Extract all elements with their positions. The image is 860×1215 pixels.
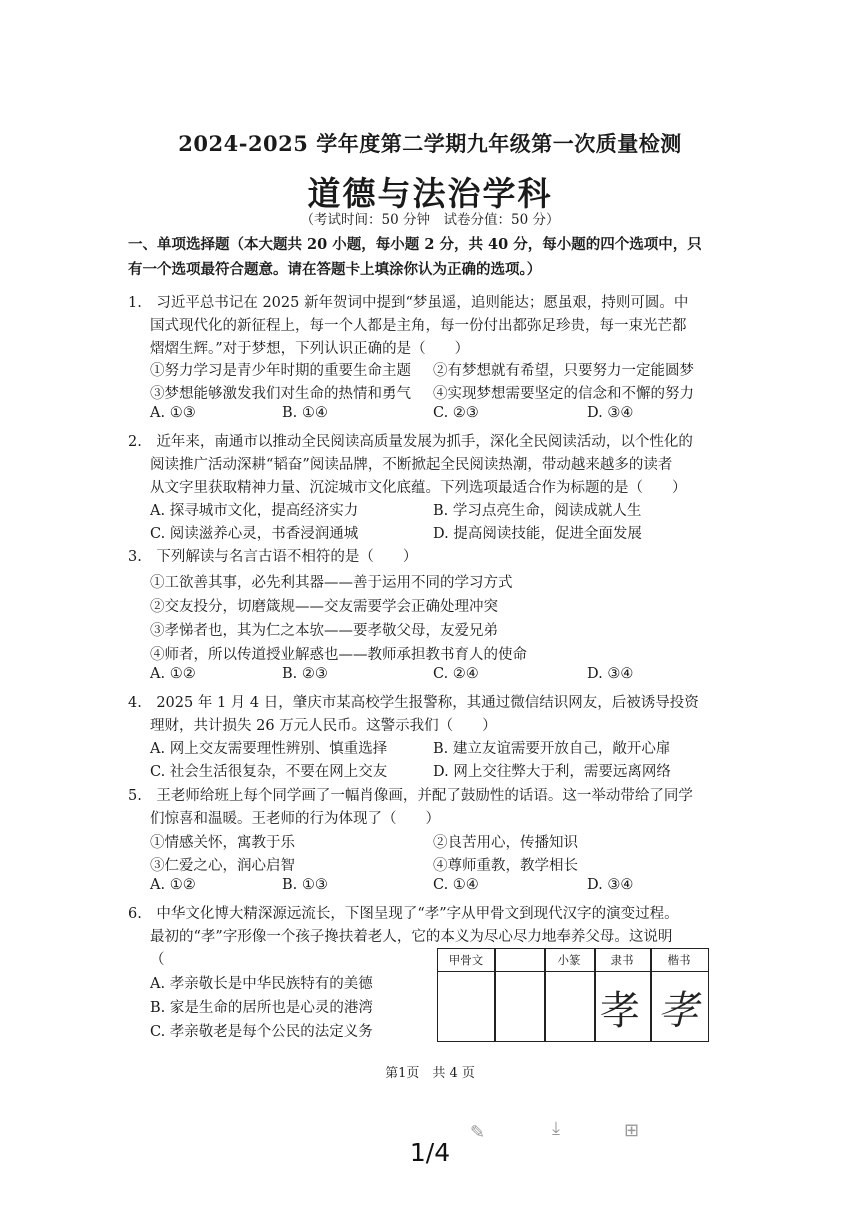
q6-line1: 6. 中华文化博大精深源远流长，下图呈现了“孝”字从甲骨文到现代汉字的演变过程。 — [128, 906, 679, 922]
table-divider — [650, 949, 652, 1041]
exam-info: （考试时间：50 分钟 试卷分值：50 分） — [300, 212, 560, 228]
q4-option-d: D. 网上交往弊大于利，需要远离网络 — [433, 764, 671, 780]
table-header-kaishu: 楷书 — [667, 953, 691, 967]
q3-option-b: B. ②③ — [282, 666, 328, 682]
q1-statement-1: ①努力学习是青少年时期的重要生命主题 — [150, 363, 411, 379]
q5-option-d: D. ③④ — [587, 877, 634, 893]
q3-option-d: D. ③④ — [587, 666, 634, 682]
q2-option-d: D. 提高阅读技能，促进全面发展 — [433, 526, 642, 542]
q3-option-a: A. ①② — [150, 666, 196, 682]
q5-line2: 们惊喜和温暖。王老师的行为体现了（ ） — [150, 811, 440, 827]
q3-statement-3: ③孝悌者也，其为仁之本欤——要孝敬父母，友爱兄弟 — [150, 623, 498, 639]
download-icon[interactable]: ⤓ — [552, 1118, 560, 1139]
q3-statement-2: ②交友投分，切磨箴规——交友需要学会正确处理冲突 — [150, 599, 498, 615]
q6-option-a: A. 孝亲敬长是中华民族特有的美德 — [150, 976, 373, 992]
grid-icon[interactable]: ⊞ — [624, 1120, 640, 1141]
q2-option-c: C. 阅读滋养心灵，书香浸润通城 — [150, 526, 359, 542]
section-heading-line2: 有一个选项最符合题意。请在答题卡上填涂你认为正确的选项。） — [128, 261, 542, 278]
q1-line3: 熠熠生辉。”对于梦想，下列认识正确的是（ ） — [150, 341, 470, 357]
q5-statement-3: ③仁爱之心，润心启智 — [150, 858, 295, 874]
q5-line1: 5. 王老师给班上每个同学画了一幅肖像画，并配了鼓励性的话语。这一举动带给了同学 — [128, 788, 693, 804]
subject-title: 道德与法治学科 — [307, 174, 553, 213]
q1-option-b: B. ①④ — [282, 405, 328, 421]
table-divider — [594, 949, 596, 1041]
q5-option-c: C. ①④ — [433, 877, 479, 893]
q1-option-a: A. ①③ — [150, 405, 196, 421]
q5-statement-4: ④尊师重教，教学相长 — [433, 858, 578, 874]
q2-option-b: B. 学习点亮生命，阅读成就人生 — [433, 503, 642, 519]
table-header-blank — [494, 949, 544, 971]
exam-title: 2024-2025 学年度第二学期九年级第一次质量检测 — [178, 131, 682, 156]
q5-statement-2: ②良苦用心，传播知识 — [433, 835, 578, 851]
table-header-xiaozhuan: 小篆 — [557, 953, 581, 967]
table-header-jiaguwen: 甲骨文 — [448, 953, 484, 967]
q6-line3: （ — [150, 952, 165, 968]
q1-option-c: C. ②③ — [433, 405, 479, 421]
q4-line1: 4. 2025 年 1 月 4 日，肇庆市某高校学生报警称，其通过微信结识网友，后被诱导投资 — [128, 695, 699, 711]
q4-option-a: A. 网上交友需要理性辨别、慎重选择 — [150, 741, 388, 757]
kaishu-glyph: 孝 — [658, 988, 698, 1034]
table-header-lishu: 隶书 — [610, 953, 634, 967]
table-divider — [544, 949, 546, 1041]
q6-option-b: B. 家是生命的居所也是心灵的港湾 — [150, 1000, 373, 1016]
section-heading-line1: 一、单项选择题（本大题共 20 小题，每小题 2 分，共 40 分，每小题的四个选项中，只 — [128, 236, 702, 253]
lishu-glyph: 孝 — [600, 988, 640, 1034]
q1-option-d: D. ③④ — [587, 405, 634, 421]
q5-statement-1: ①情感关怀，寓教于乐 — [150, 835, 295, 851]
page-footer: 第1页 共 4 页 — [385, 1066, 475, 1081]
q3-option-c: C. ②④ — [433, 666, 479, 682]
q1-statement-3: ③梦想能够激发我们对生命的热情和勇气 — [150, 386, 411, 402]
q1-statement-4: ④实现梦想需要坚定的信念和不懈的努力 — [433, 386, 694, 402]
q3-statement-1: ①工欲善其事，必先利其器——善于运用不同的学习方式 — [150, 575, 513, 591]
q2-line2: 阅读推广活动深耕“韬奋”阅读品牌，不断掀起全民阅读热潮，带动越来越多的读者 — [150, 457, 673, 473]
page-indicator: 1/4 — [409, 1138, 451, 1167]
q2-line3: 从文字里获取精神力量、沉淀城市文化底蕴。下列选项最适合作为标题的是（ ） — [150, 480, 687, 496]
table-divider — [494, 949, 496, 1041]
q3-statement-4: ④师者，所以传道授业解惑也——教师承担教书育人的使命 — [150, 647, 527, 663]
q4-option-b: B. 建立友谊需要开放自己，敞开心扉 — [433, 741, 671, 757]
edit-icon[interactable]: ✎ — [470, 1122, 486, 1143]
q4-line2: 理财，共计损失 26 万元人民币。这警示我们（ ） — [150, 718, 497, 734]
q5-option-a: A. ①② — [150, 877, 196, 893]
q1-line1: 1. 习近平总书记在 2025 新年贺词中提到“梦虽遥，追则能达；愿虽艰，持则可圆。中 — [128, 295, 689, 311]
q4-option-c: C. 社会生活很复杂，不要在网上交友 — [150, 764, 388, 780]
q6-line2: 最初的“孝”字形像一个孩子搀扶着老人，它的本义为尽心尽力地奉养父母。这说明 — [150, 929, 673, 945]
q3-line1: 3. 下列解读与名言古语不相符的是（ ） — [128, 549, 418, 565]
character-evolution-table — [437, 948, 709, 1042]
q1-line2: 国式现代化的新征程上，每一个人都是主角，每一份付出都弥足珍贵，每一束光芒都 — [150, 318, 687, 334]
q2-option-a: A. 探寻城市文化，提高经济实力 — [150, 503, 359, 519]
q2-line1: 2. 近年来，南通市以推动全民阅读高质量发展为抓手，深化全民阅读活动，以个性化的 — [128, 434, 693, 450]
q6-option-c: C. 孝亲敬老是每个公民的法定义务 — [150, 1024, 373, 1040]
q5-option-b: B. ①③ — [282, 877, 328, 893]
q1-statement-2: ②有梦想就有希望，只要努力一定能圆梦 — [433, 363, 694, 379]
